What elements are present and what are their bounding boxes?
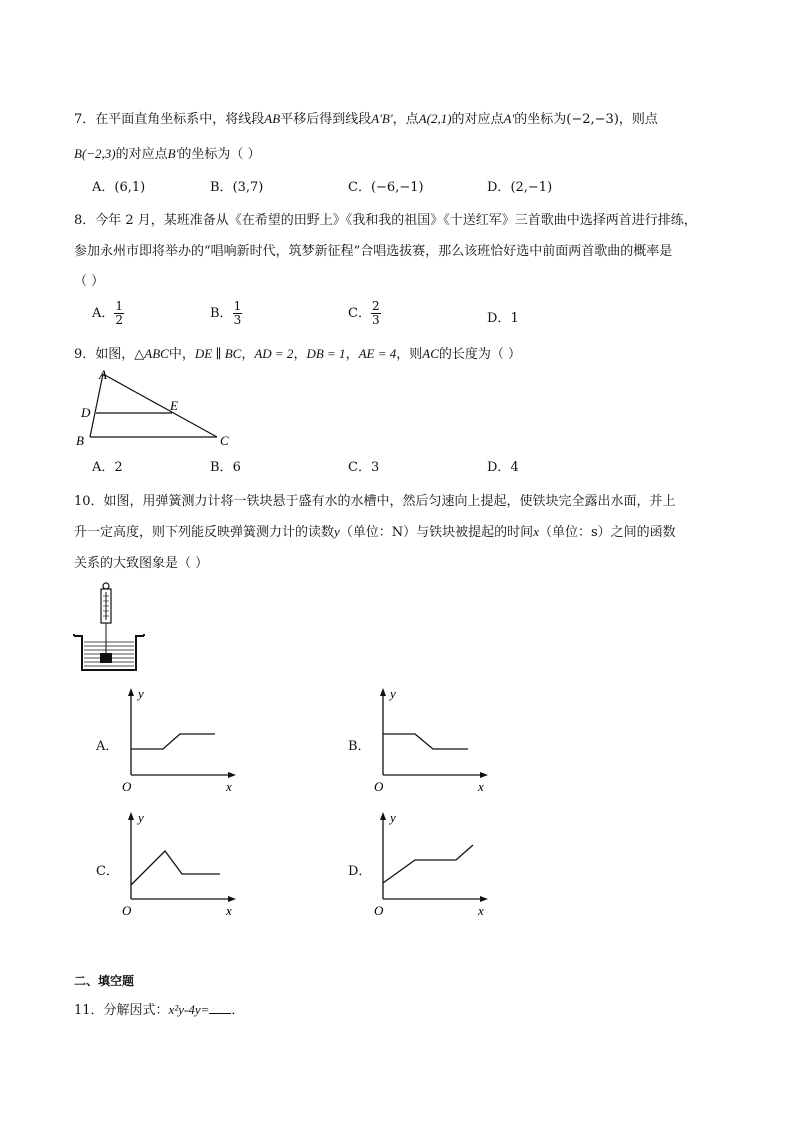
svg-text:O: O <box>122 779 132 794</box>
svg-text:y: y <box>138 810 144 825</box>
svg-text:x: x <box>478 779 484 794</box>
q8-line1: 8．今年 2 月，某班准备从《在希望的田野上》《我和我的祖国》《十送红军》三首歌曲中选择两首进行排练， <box>74 213 697 228</box>
svg-text:y: y <box>138 686 144 701</box>
q7-number: 7． <box>74 112 96 127</box>
svg-text:x: x <box>226 903 232 918</box>
q10-line3: 关系的大致图象是（ ） <box>74 556 209 571</box>
label-a: A <box>99 367 107 382</box>
svg-text:x: x <box>226 779 232 794</box>
graph-a-curve <box>131 734 215 749</box>
q7-option-a[interactable]: A．(6,1) <box>92 180 146 195</box>
graph-a-label: A． <box>96 739 119 754</box>
q7-option-b[interactable]: B．(3,7) <box>210 180 264 195</box>
section-title: 二、填空题 <box>74 974 135 988</box>
q9-option-c[interactable]: C．3 <box>348 460 380 475</box>
answer-blank[interactable] <box>209 1001 231 1014</box>
triangle-figure <box>72 362 242 452</box>
label-b: B <box>76 433 84 448</box>
fraction: $\frac{1}{2}$ <box>115 299 124 327</box>
q8-option-b[interactable]: B． $\frac{1}{3}$ <box>210 299 242 327</box>
svg-text:O: O <box>374 779 384 794</box>
q9-option-b[interactable]: B．6 <box>210 460 241 475</box>
q8-option-d[interactable]: D．1 <box>487 311 519 326</box>
label-d: D <box>81 405 91 420</box>
q10-line2: 升一定高度，则下列能反映弹簧测力计的读数y（单位：N）与铁块被提起的时间x（单位：s）之间的函数 <box>74 524 676 540</box>
svg-text:y: y <box>390 810 396 825</box>
spring-scale-tank-figure <box>72 582 152 674</box>
label-c: C <box>220 433 229 448</box>
q10-line1: 10．如图，用弹簧测力计将一铁块悬于盛有水的水槽中，然后匀速向上提起，使铁块完全露出水面，并上 <box>74 494 676 509</box>
fraction: $\frac{1}{3}$ <box>233 299 242 327</box>
q7-option-d[interactable]: D．(2,−1) <box>487 180 553 195</box>
side-ac <box>103 374 217 437</box>
graph-a[interactable] <box>118 686 243 796</box>
label-e: E <box>170 398 178 413</box>
graph-d[interactable] <box>370 810 495 920</box>
svg-text:y: y <box>390 686 396 701</box>
q8-line3: （ ） <box>74 274 105 289</box>
q7-line2: B(−2,3)的对应点B'的坐标为（ ） <box>74 146 261 162</box>
q11-line: 11．分解因式：x²y-4y= ． <box>74 1002 245 1018</box>
graph-b-label: B． <box>348 739 371 754</box>
graph-d-label: D． <box>348 864 372 879</box>
side-ab <box>90 374 103 437</box>
svg-text:O: O <box>122 903 132 918</box>
q9-option-a[interactable]: A．2 <box>92 460 123 475</box>
q9-option-d[interactable]: D．4 <box>487 460 519 475</box>
graph-d-curve <box>383 845 473 883</box>
graph-b[interactable] <box>370 686 495 796</box>
q8-option-c[interactable]: C． $\frac{2}{3}$ <box>348 299 380 327</box>
fraction: $\frac{2}{3}$ <box>371 299 380 327</box>
q8-option-a[interactable]: A． $\frac{1}{2}$ <box>92 299 124 327</box>
svg-text:x: x <box>478 903 484 918</box>
graph-c-label: C． <box>96 864 119 879</box>
q9-line1: 9．如图，△ABC中，DE ∥ BC，AD = 2，DB = 1，AE = 4，则AC的长度为（ ） <box>74 346 522 362</box>
iron-block <box>100 653 112 663</box>
graph-b-curve <box>383 734 468 749</box>
graph-c-curve <box>131 851 220 885</box>
q7-option-c[interactable]: C．(−6,−1) <box>348 180 424 195</box>
q8-line2: 参加永州市即将举办的“唱响新时代，筑梦新征程”合唱选拔赛，那么该班恰好选中前面两首歌曲的概率是 <box>74 244 673 259</box>
graph-c[interactable] <box>118 810 243 920</box>
svg-text:O: O <box>374 903 384 918</box>
q7-line1: 7．在平面直角坐标系中，将线段AB平移后得到线段A'B'，点A(2,1)的对应点A'的坐标为(−2,−3)，则点 <box>74 111 658 127</box>
